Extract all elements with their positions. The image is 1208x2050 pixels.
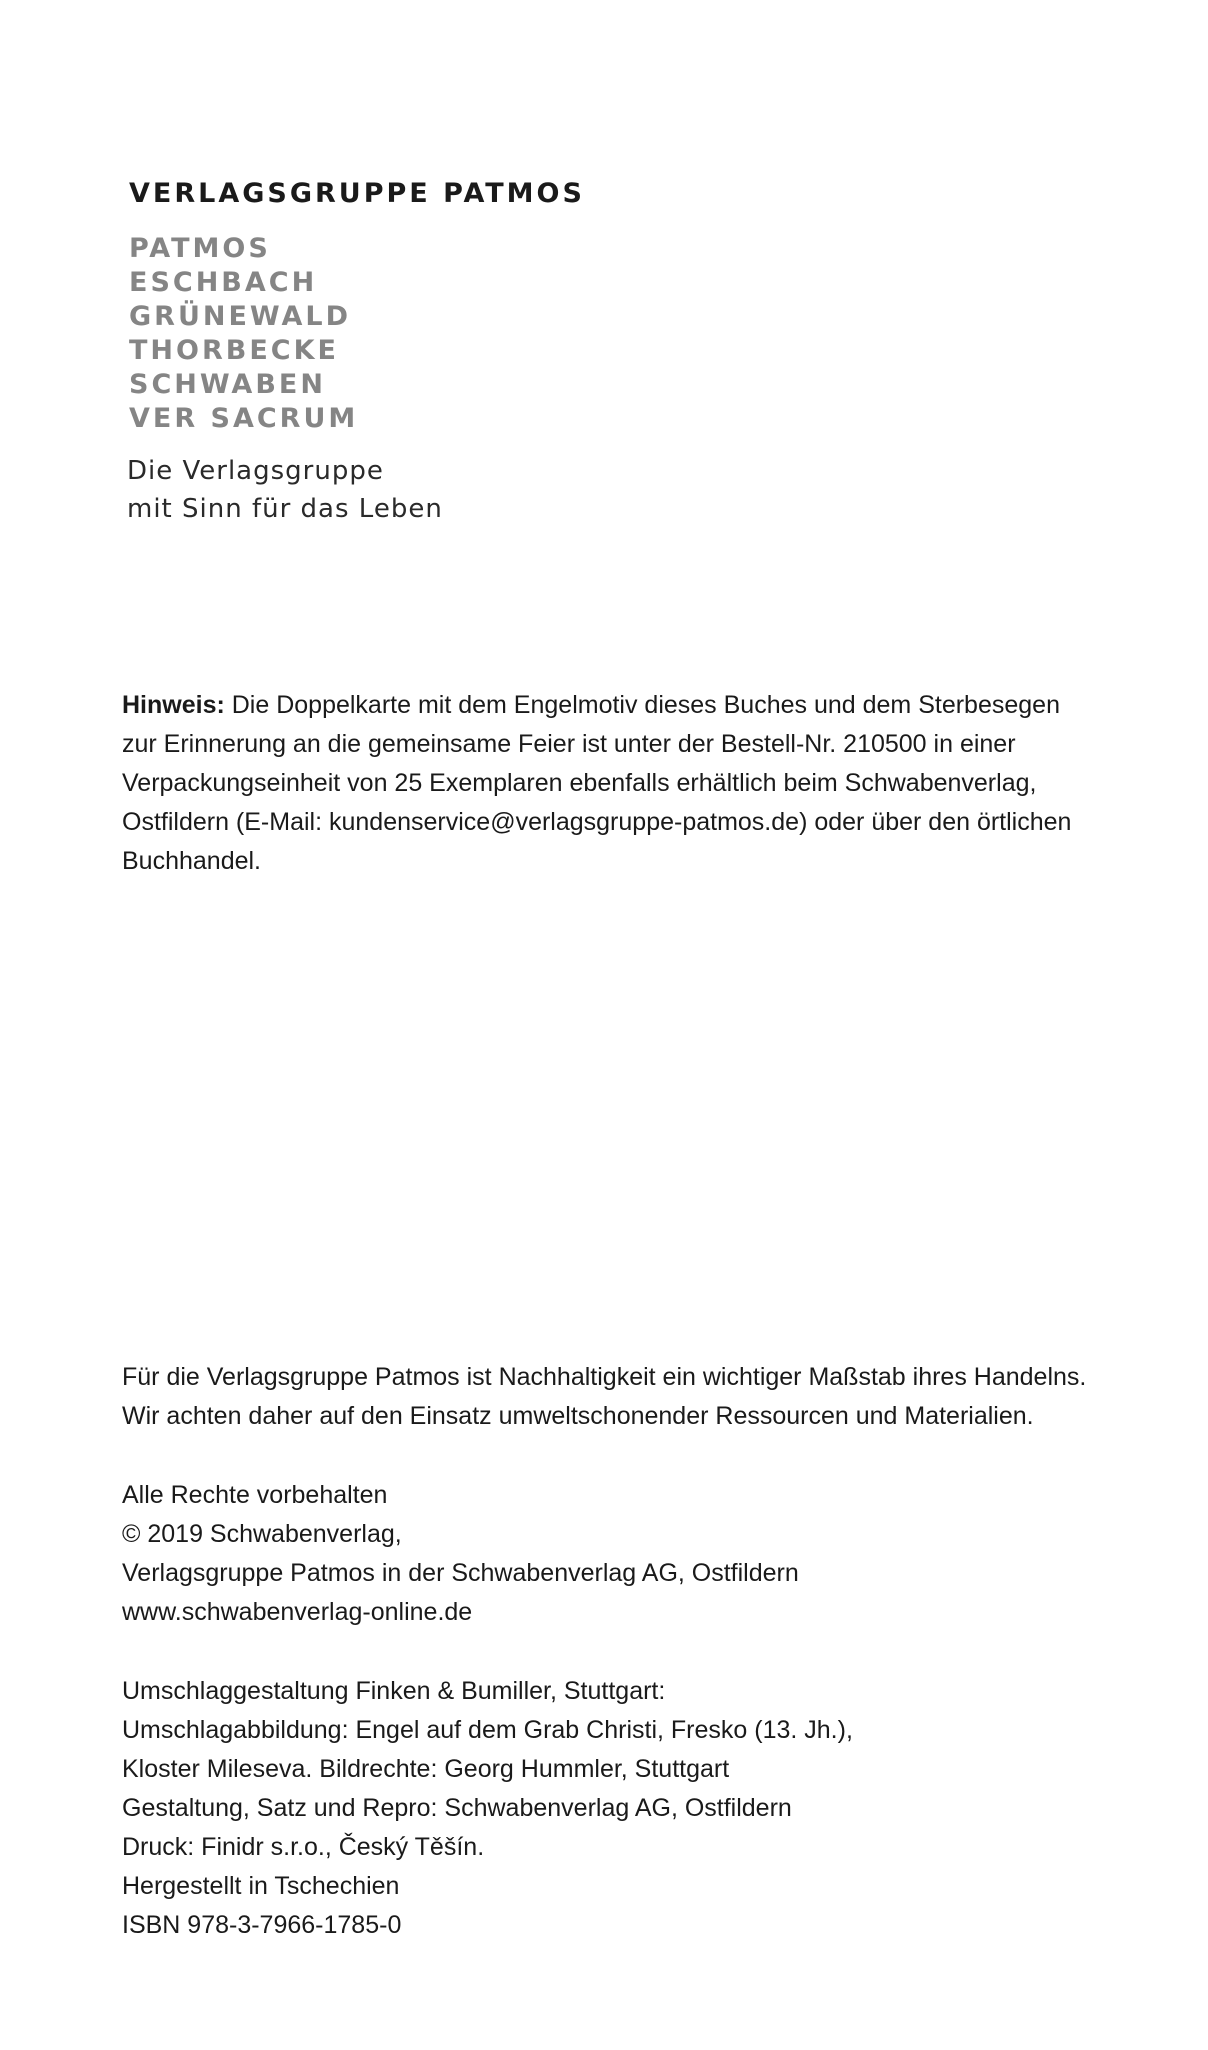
sustainability-line: Für die Verlagsgruppe Patmos ist Nachhaltigkeit ein wichtiger Maßstab ihres Handelns.	[122, 1363, 1087, 1391]
isbn-line: ISBN 978-3-7966-1785-0	[122, 1911, 402, 1939]
note-line: Buchhandel.	[122, 847, 262, 875]
imprint-item: ESCHBACH	[129, 267, 318, 298]
imprint-item: THORBECKE	[129, 335, 339, 366]
note-paragraph	[122, 686, 1082, 881]
tagline-line: mit Sinn für das Leben	[127, 494, 443, 524]
sustainability-line: Wir achten daher auf den Einsatz umweltschonender Ressourcen und Materialien.	[122, 1402, 1034, 1430]
note-line: Verpackungseinheit von 25 Exemplaren ebenfalls erhältlich beim Schwabenverlag,	[122, 769, 1037, 797]
sustainability-statement	[122, 1358, 1086, 1436]
imprint-list	[129, 232, 358, 436]
publisher-group-name: VERLAGSGRUPPE PATMOS	[129, 178, 585, 209]
publisher-tagline	[127, 452, 443, 528]
copyright-line: © 2019 Schwabenverlag,	[122, 1520, 402, 1548]
credit-line: Umschlagabbildung: Engel auf dem Grab Christi, Fresko (13. Jh.),	[122, 1716, 853, 1744]
note-label: Hinweis:	[122, 691, 225, 719]
note-line: zur Erinnerung an die gemeinsame Feier ist unter der Bestell-Nr. 210500 in einer	[122, 730, 1016, 758]
imprint-item: PATMOS	[129, 233, 271, 264]
publisher-website: www.schwabenverlag-online.de	[122, 1598, 473, 1626]
rights-block	[122, 1476, 799, 1632]
credit-line: Druck: Finidr s.r.o., Český Těšín.	[122, 1833, 485, 1861]
rights-line: Alle Rechte vorbehalten	[122, 1481, 388, 1509]
rights-line: Verlagsgruppe Patmos in der Schwabenverlag AG, Ostfildern	[122, 1559, 799, 1587]
credit-line: Kloster Mileseva. Bildrechte: Georg Hummler, Stuttgart	[122, 1755, 730, 1783]
imprint-item: GRÜNEWALD	[129, 301, 351, 332]
imprint-item: SCHWABEN	[129, 369, 326, 400]
credits-block	[122, 1672, 853, 1945]
credit-line: Hergestellt in Tschechien	[122, 1872, 400, 1900]
credit-line: Gestaltung, Satz und Repro: Schwabenverlag AG, Ostfildern	[122, 1794, 792, 1822]
tagline-line: Die Verlagsgruppe	[127, 456, 384, 486]
credit-line: Umschlaggestaltung Finken & Bumiller, Stuttgart:	[122, 1677, 666, 1705]
note-line: Ostfildern (E-Mail: kundenservice@verlagsgruppe-patmos.de) oder über den örtlichen	[122, 808, 1072, 836]
note-line	[122, 686, 1082, 725]
note-text: Die Doppelkarte mit dem Engelmotiv dieses Buches und dem Sterbesegen	[231, 691, 1060, 719]
imprint-item: VER SACRUM	[129, 403, 359, 434]
